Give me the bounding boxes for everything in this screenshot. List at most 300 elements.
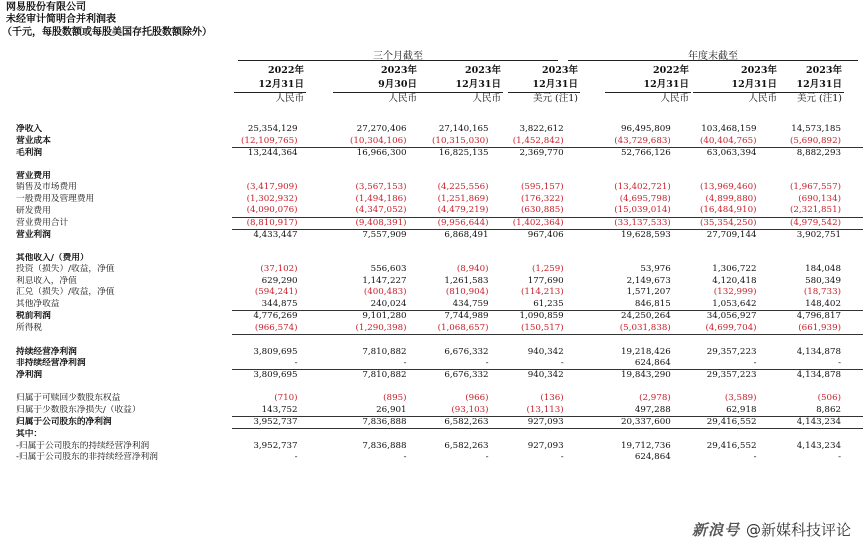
row-value: (595,157): [520, 182, 564, 193]
row-value: (1,068,657): [437, 322, 489, 333]
row-value: 556,603: [370, 264, 407, 275]
row-value: 7,810,882: [362, 346, 407, 357]
row-value: (1,494,186): [355, 193, 407, 204]
row-value: [564, 429, 671, 441]
row-value: (4,225,556): [437, 182, 489, 193]
row-value: (132,999): [713, 287, 757, 298]
table-row: [16, 334, 863, 346]
row-value: [407, 382, 489, 393]
row-value: 6,868,491: [407, 229, 489, 241]
row-value: 6,676,332: [444, 346, 489, 357]
row-value: 25,354,129: [247, 124, 298, 135]
row-value: (895): [383, 393, 407, 404]
row-value: (93,103): [451, 404, 489, 415]
row-value: [298, 334, 407, 346]
row-value: (4,090,076): [246, 205, 298, 216]
row-value: 62,918: [726, 404, 757, 415]
row-value: (136): [540, 393, 564, 404]
row-value: [298, 382, 407, 393]
row-value: 6,582,263: [444, 441, 489, 452]
row-label: 其他净收益: [16, 299, 60, 310]
table-row: [16, 322, 863, 334]
financial-table: [16, 124, 863, 464]
column-header-date: 12月31日: [455, 79, 501, 90]
table-row: [16, 382, 863, 393]
column-header-unit: 美元 (注1): [797, 93, 842, 104]
row-value: -: [838, 452, 841, 463]
row-value: (3,567,153): [355, 182, 407, 193]
row-value: (114,213): [520, 287, 564, 298]
column-header-date: 12月31日: [731, 79, 777, 90]
table-row: [16, 416, 863, 428]
row-value: 14,573,185: [791, 124, 841, 135]
table-row: [16, 205, 863, 217]
row-value: 4,143,234: [757, 416, 863, 428]
row-label: 所得税: [16, 322, 43, 333]
row-label: 归属于少数股东净损失/（收益）: [16, 404, 141, 415]
row-label: [16, 334, 232, 346]
row-label: 持续经营净利润: [16, 346, 77, 357]
row-value: [757, 253, 863, 264]
row-label: 营业成本: [16, 135, 51, 146]
row-value: (2,321,851): [790, 205, 841, 216]
row-value: (3,589): [724, 393, 757, 404]
row-label: 归属于公司股东的净利润: [16, 417, 112, 428]
table-row: [16, 441, 863, 452]
row-value: 240,024: [370, 298, 407, 309]
table-row: [16, 182, 863, 193]
row-value: -: [485, 357, 489, 368]
row-value: [232, 382, 297, 393]
row-value: 4,120,418: [712, 275, 757, 286]
table-row: [16, 429, 863, 441]
row-value: 7,836,888: [298, 416, 407, 428]
row-value: (1,402,364): [489, 217, 564, 229]
row-value: 19,628,593: [564, 229, 671, 241]
row-value: 34,056,927: [671, 311, 757, 323]
row-value: 1,306,722: [712, 264, 757, 275]
row-value: (1,259): [532, 264, 564, 275]
row-value: 29,357,223: [671, 370, 757, 382]
row-value: 7,810,882: [298, 370, 407, 382]
column-header-unit: 人民币: [472, 93, 501, 104]
column-header-date: 12月31日: [643, 79, 689, 90]
column-header-year: 2023年: [806, 65, 842, 76]
row-value: 940,342: [527, 346, 564, 357]
row-value: 96,495,809: [621, 124, 671, 135]
row-value: 26,901: [376, 404, 407, 415]
row-value: [489, 171, 564, 182]
row-value: (1,302,932): [246, 193, 298, 204]
row-value: 1,090,859: [489, 311, 564, 323]
row-value: -: [294, 357, 298, 368]
row-value: 624,864: [634, 357, 671, 368]
row-value: 29,416,552: [671, 416, 757, 428]
column-header-unit: 人民币: [388, 93, 417, 104]
row-value: [671, 171, 757, 182]
column-header-year: 2023年: [741, 65, 777, 76]
table-row: [16, 358, 863, 370]
row-value: (37,102): [260, 264, 298, 275]
row-value: 967,406: [489, 229, 564, 241]
row-value: [564, 334, 671, 346]
row-value: [298, 171, 407, 182]
row-value: [757, 429, 863, 441]
row-value: 3,902,751: [757, 229, 863, 241]
row-value: [489, 334, 564, 346]
row-value: [298, 429, 407, 441]
row-value: 6,676,332: [407, 370, 489, 382]
row-value: 629,290: [261, 275, 298, 286]
row-value: (4,699,704): [705, 322, 757, 333]
column-header-year: 2023年: [465, 65, 501, 76]
column-header-rule: [508, 92, 580, 93]
row-value: -: [403, 357, 407, 368]
table-row: [16, 311, 863, 323]
column-header-rule: [417, 92, 503, 93]
row-value: 9,101,280: [298, 311, 407, 323]
row-value: 6,582,263: [407, 416, 489, 428]
row-value: (13,402,721): [614, 182, 671, 193]
row-value: 2,149,673: [626, 275, 671, 286]
row-value: [671, 159, 757, 170]
column-header-year: 2022年: [268, 65, 304, 76]
row-label: 营业费用: [16, 170, 51, 181]
row-value: (3,417,909): [246, 182, 298, 193]
row-value: (4,695,798): [619, 193, 671, 204]
row-label: [16, 241, 232, 252]
table-row: [16, 393, 863, 404]
row-label: 营业费用合计: [16, 217, 69, 228]
row-value: 7,744,989: [407, 311, 489, 323]
row-value: [564, 159, 671, 170]
row-value: (12,109,765): [241, 135, 298, 146]
row-value: 8,882,293: [757, 147, 863, 159]
column-header-date: 12月31日: [258, 79, 304, 90]
row-value: (661,939): [798, 322, 841, 333]
row-value: [489, 429, 564, 441]
row-value: (35,354,250): [671, 217, 757, 229]
row-label: 其中：: [16, 429, 43, 440]
table-row: [16, 135, 863, 147]
row-value: [671, 253, 757, 264]
row-value: (150,517): [520, 322, 564, 333]
row-value: 53,976: [640, 264, 671, 275]
row-value: 4,143,234: [796, 441, 841, 452]
row-value: [232, 253, 297, 264]
watermark-logo: 新浪号: [691, 521, 740, 539]
column-header-rule: [693, 92, 779, 93]
row-label: 利息收入，净值: [16, 275, 77, 286]
row-value: -: [294, 452, 298, 463]
row-value: [232, 241, 297, 252]
row-value: 29,357,223: [706, 346, 757, 357]
company-name: 网易股份有限公司: [6, 2, 86, 13]
row-label: 销售及市场费用: [16, 182, 77, 193]
table-row: [16, 194, 863, 205]
table-row: [16, 299, 863, 311]
row-label: 归属于可赎回少数股东权益: [16, 393, 121, 404]
row-value: 29,416,552: [706, 441, 757, 452]
row-value: -: [560, 452, 564, 463]
row-value: (18,733): [803, 287, 841, 298]
row-value: 27,140,165: [438, 124, 489, 135]
row-value: [489, 253, 564, 264]
row-value: 63,063,394: [671, 147, 757, 159]
column-header-date: 12月31日: [532, 79, 578, 90]
row-value: 19,712,736: [621, 441, 671, 452]
row-value: [757, 382, 863, 393]
row-label: 非持续经营净利润: [16, 358, 86, 369]
row-value: 143,752: [261, 404, 298, 415]
row-value: 846,815: [634, 298, 671, 309]
row-value: (40,404,765): [699, 135, 757, 146]
column-header-unit: 美元 (注1): [533, 93, 578, 104]
row-value: (506): [817, 393, 841, 404]
row-value: (13,113): [526, 404, 564, 415]
row-value: 4,134,878: [796, 346, 841, 357]
row-value: (33,137,533): [564, 217, 671, 229]
row-value: -: [753, 357, 757, 368]
column-header-rule: [605, 92, 691, 93]
row-value: 24,250,264: [564, 311, 671, 323]
row-value: [407, 171, 489, 182]
row-value: (690,134): [798, 193, 841, 204]
table-row: [16, 346, 863, 357]
watermark-text: @新媒科技评论: [745, 521, 851, 539]
column-header-year: 2023年: [381, 65, 417, 76]
row-value: [489, 241, 564, 252]
row-value: (5,031,838): [619, 322, 671, 333]
group-three-months: 三个月截至: [373, 51, 423, 62]
row-value: 7,557,909: [298, 229, 407, 241]
row-value: [757, 334, 863, 346]
row-value: (594,241): [254, 287, 298, 298]
row-value: [232, 159, 297, 170]
row-value: 4,134,878: [757, 370, 863, 382]
table-row: [16, 159, 863, 170]
table-row: [16, 452, 863, 463]
row-value: (1,967,557): [790, 182, 841, 193]
row-value: (4,347,052): [355, 205, 407, 216]
row-value: 4,776,269: [232, 311, 297, 323]
row-label: 研发费用: [16, 205, 51, 216]
row-value: 3,822,612: [519, 124, 564, 135]
group-year-ended: 年度末截至: [688, 51, 738, 62]
row-value: (4,979,542): [757, 217, 863, 229]
row-value: 1,571,207: [626, 287, 671, 298]
row-value: [564, 382, 671, 393]
row-value: 16,825,135: [407, 147, 489, 159]
row-value: [232, 334, 297, 346]
row-value: 3,809,695: [232, 370, 297, 382]
row-value: 4,796,817: [757, 311, 863, 323]
row-value: [232, 429, 297, 441]
table-row: [16, 264, 863, 275]
column-header-year: 2023年: [542, 65, 578, 76]
row-value: [298, 241, 407, 252]
column-header-rule: [772, 92, 844, 93]
row-value: 497,288: [634, 404, 671, 415]
row-value: [671, 241, 757, 252]
column-header-year: 2022年: [653, 65, 689, 76]
row-value: 52,766,126: [564, 147, 671, 159]
row-value: [407, 253, 489, 264]
row-value: [564, 253, 671, 264]
row-value: 1,261,583: [444, 275, 489, 286]
row-value: -: [403, 452, 407, 463]
column-header-unit: 人民币: [748, 93, 777, 104]
table-row: [16, 370, 863, 382]
table-row: [16, 253, 863, 264]
row-value: -: [838, 357, 841, 368]
table-row: [16, 171, 863, 182]
row-value: (9,408,391): [298, 217, 407, 229]
row-value: 927,093: [489, 416, 564, 428]
row-value: [671, 429, 757, 441]
row-value: [564, 171, 671, 182]
row-label: [16, 382, 232, 393]
row-value: -: [485, 452, 489, 463]
table-row: [16, 147, 863, 159]
row-value: (16,484,910): [699, 205, 757, 216]
row-value: (4,479,219): [437, 205, 489, 216]
row-label: 毛利润: [16, 147, 43, 158]
row-label: 一般费用及管理费用: [16, 193, 95, 204]
row-value: (10,315,030): [432, 135, 489, 146]
row-value: (176,322): [520, 193, 564, 204]
row-value: 3,952,737: [232, 416, 297, 428]
row-value: (13,969,460): [699, 182, 757, 193]
row-value: 13,244,364: [232, 147, 297, 159]
row-value: (710): [274, 393, 298, 404]
row-value: [671, 382, 757, 393]
row-value: (8,940): [456, 264, 489, 275]
table-row: [16, 229, 863, 241]
row-value: 27,270,406: [356, 124, 407, 135]
row-value: -: [560, 357, 564, 368]
row-value: (4,899,880): [705, 193, 757, 204]
row-value: (9,956,644): [407, 217, 489, 229]
table-row: [16, 124, 863, 135]
row-value: 19,218,426: [621, 346, 671, 357]
row-value: [407, 334, 489, 346]
row-label: 营业利润: [16, 229, 51, 240]
row-value: (966,574): [254, 322, 298, 333]
row-value: (15,039,014): [614, 205, 671, 216]
row-value: 7,836,888: [362, 441, 407, 452]
row-label: -归属于公司股东的非持续经营净利润: [16, 452, 158, 463]
table-row: [16, 287, 863, 298]
row-value: [757, 241, 863, 252]
row-value: [489, 159, 564, 170]
row-value: (43,729,683): [614, 135, 671, 146]
row-label: 净利润: [16, 370, 43, 381]
row-value: 61,235: [533, 298, 564, 309]
row-value: (2,978): [639, 393, 671, 404]
row-value: 16,966,300: [298, 147, 407, 159]
row-value: [757, 171, 863, 182]
row-value: [407, 429, 489, 441]
row-value: (1,251,869): [437, 193, 489, 204]
row-value: (5,690,892): [790, 135, 841, 146]
row-value: [407, 159, 489, 170]
column-header-rule: [234, 92, 306, 93]
row-value: 3,809,695: [253, 346, 298, 357]
row-value: [232, 171, 297, 182]
column-header-rule: [333, 92, 419, 93]
row-value: [671, 334, 757, 346]
row-value: 2,369,770: [489, 147, 564, 159]
row-label: 净收入: [16, 124, 43, 135]
row-value: 27,709,144: [671, 229, 757, 241]
row-value: [298, 159, 407, 170]
column-header-unit: 人民币: [275, 93, 304, 104]
row-value: 344,875: [261, 298, 298, 309]
row-label: 其他收入/（费用）: [16, 253, 89, 264]
row-value: 434,759: [452, 298, 489, 309]
row-value: 20,337,600: [564, 416, 671, 428]
row-value: (630,885): [520, 205, 564, 216]
row-value: 4,433,447: [232, 229, 297, 241]
row-value: [298, 253, 407, 264]
row-label: 汇兑（损失）/收益，净值: [16, 287, 115, 298]
table-row: [16, 217, 863, 229]
row-value: 927,093: [527, 441, 564, 452]
group-three-months-rule: [238, 60, 558, 61]
unit-note: （千元，每股数额或每股美国存托股数额除外）: [2, 27, 212, 38]
row-value: 8,862: [816, 404, 841, 415]
watermark: [688, 519, 855, 540]
column-header-date: 9月30日: [378, 79, 417, 90]
row-value: 148,402: [805, 298, 841, 309]
row-label: [16, 159, 232, 170]
row-value: (1,452,842): [512, 135, 564, 146]
row-value: 624,864: [634, 452, 671, 463]
column-header-date: 12月31日: [796, 79, 842, 90]
row-value: (1,290,398): [355, 322, 407, 333]
row-value: -: [753, 452, 757, 463]
row-value: [489, 382, 564, 393]
row-value: [757, 159, 863, 170]
table-row: [16, 276, 863, 287]
row-value: 580,349: [805, 275, 841, 286]
row-value: (8,810,917): [232, 217, 297, 229]
statement-title: 未经审计简明合并利润表: [6, 14, 116, 25]
row-value: 940,342: [489, 370, 564, 382]
row-value: 103,468,159: [701, 124, 757, 135]
row-value: (966): [465, 393, 489, 404]
row-label: 税前利润: [16, 310, 51, 321]
row-value: [407, 241, 489, 252]
group-year-ended-rule: [568, 60, 858, 61]
row-value: 3,952,737: [253, 441, 298, 452]
row-value: 177,690: [527, 275, 564, 286]
table-row: [16, 241, 863, 252]
row-value: 1,147,227: [362, 275, 407, 286]
row-value: (10,304,106): [350, 135, 407, 146]
row-value: 1,053,642: [712, 298, 757, 309]
row-value: (810,904): [445, 287, 489, 298]
row-value: [564, 241, 671, 252]
table-row: [16, 405, 863, 417]
row-value: 184,048: [805, 264, 841, 275]
row-value: (400,483): [363, 287, 407, 298]
row-label: 投资（损失）/收益，净值: [16, 264, 115, 275]
column-header-unit: 人民币: [660, 93, 689, 104]
row-value: 19,843,290: [564, 370, 671, 382]
row-label: -归属于公司股东的持续经营净利润: [16, 441, 150, 452]
